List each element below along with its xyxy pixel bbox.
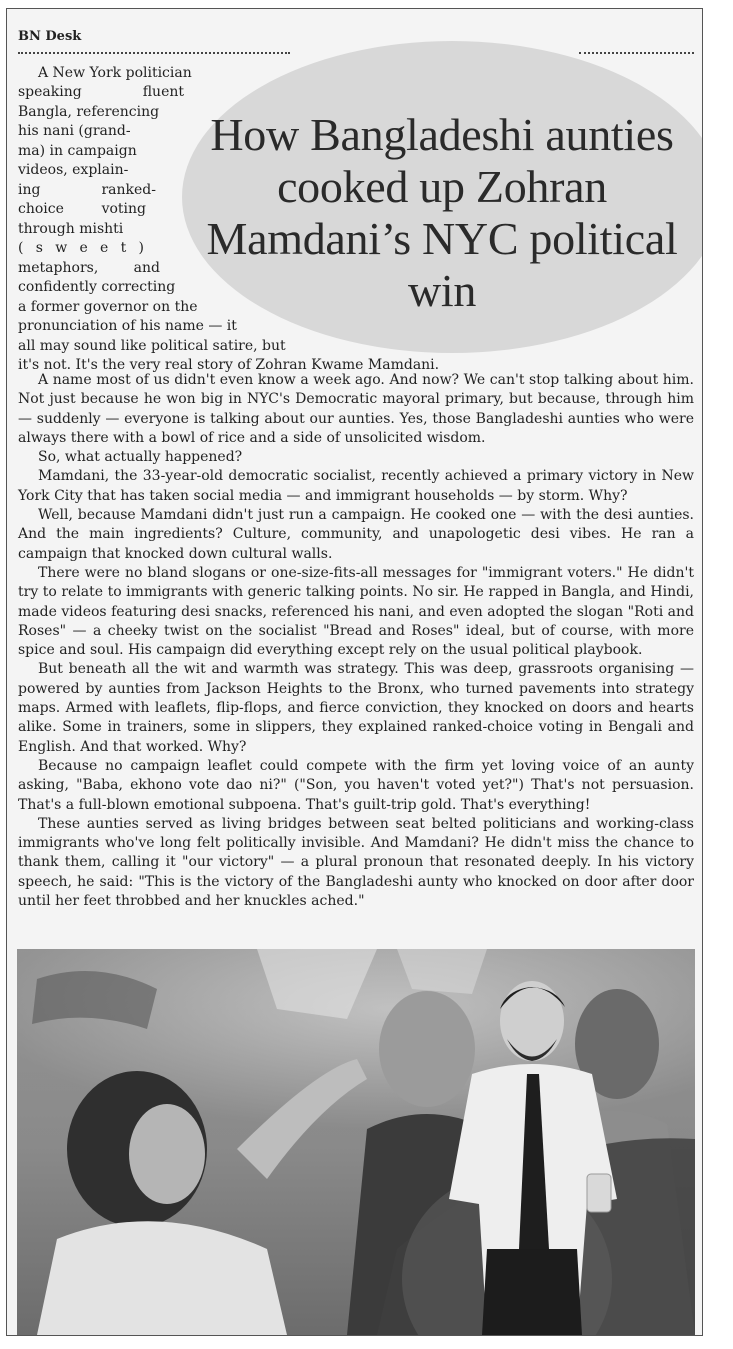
intro-line: speaking fluent: [18, 84, 184, 100]
photo-illustration: [17, 949, 695, 1335]
intro-line: Bangla, referencing: [18, 104, 160, 120]
intro-line: A New York politician: [38, 65, 192, 81]
intro-line: metaphors, and: [18, 260, 160, 276]
paragraph: These aunties served as living bridges between seat belted politicians and working-class immigrants who've long felt politically invisible. And Mamdani? He didn't miss the chance to thank them, calling it "our victory" — a plural pronoun that resonated deeply. In his victory speech, he said: "This is the victory of the Bangladeshi aunty who knocked on door after door until her feet throbbed and her knuckles ached.": [18, 815, 694, 910]
intro-line: pronunciation of his name — it: [18, 318, 237, 334]
paragraph: Because no campaign leaflet could compete with the firm yet loving voice of an aunty asking, "Baba, ekhono vote dao ni?" ("Son, you haven't voted yet?") That's not persuasion. That's a full-blown emotional subpoena. That's guilt-trip gold. That's everything!: [18, 757, 694, 813]
article-body: [18, 371, 694, 911]
newspaper-page: [6, 8, 703, 1336]
paragraph: So, what actually happened?: [38, 449, 243, 466]
intro-line: through mishti: [18, 221, 124, 237]
paragraph: But beneath all the wit and warmth was strategy. This was deep, grassroots organising — powered by aunties from Jackson Heights to the Bronx, who turned pavements into strategy maps. Armed with leaflets, flip-flops, and fierce conviction, they knocked on doors and hearts alike. Some in trainers, some in slippers, they explained ranked-choice voting in Bengali and English. And that worked. Why?: [18, 661, 694, 755]
intro-line: videos, explain-: [18, 162, 129, 178]
intro-line: ing ranked-: [18, 182, 156, 198]
intro-line: a former governor on the: [18, 299, 198, 315]
intro-line: ( s w e e t ): [18, 240, 144, 256]
article-photo: [17, 949, 695, 1335]
paragraph: Well, because Mamdani didn't just run a campaign. He cooked one — with the desi aunties. And the main ingredients? Culture, community, and unapologetic desi vibes. He ran a campaign that knocked down cultural walls.: [18, 507, 694, 562]
paragraph: There were no bland slogans or one-size-fits-all messages for "immigrant voters." He didn't try to relate to immigrants with generic talking points. No sir. He rapped in Bangla, and Hindi, made videos featuring desi snacks, referenced his nani, and even adopted the slogan "Roti and Roses" — a cheeky twist on the socialist "Bread and Roses" ideal, but of course, with more spice and soul. His campaign did everything except rely on the usual political playbook.: [18, 564, 694, 659]
paragraph: Mamdani, the 33-year-old democratic socialist, recently achieved a primary victory in New York City that has taken social media — and immigrant households — by storm. Why?: [18, 468, 694, 504]
intro-line: all may sound like political satire, but: [18, 338, 286, 354]
intro-line: ma) in campaign: [18, 143, 137, 159]
intro-line: choice voting: [18, 201, 146, 217]
paragraph: A name most of us didn't even know a week ago. And now? We can't stop talking about him. Not just because he won big in NYC's Democratic mayoral primary, but because, through him — suddenly — everyone is talking about our aunties. Yes, those Bangladeshi aunties who were always there with a bowl of rice and a side of unsolicited wisdom.: [18, 372, 694, 446]
headline-block: [182, 41, 702, 353]
intro-line: it's not. It's the very real story of Zohran Kwame Mamdani.: [18, 357, 440, 373]
headline: How Bangladeshi aunties cooked up Zohran Mamdani’s NYC political win: [206, 109, 678, 316]
intro-line: his nani (grand-: [18, 123, 131, 139]
byline: BN Desk: [18, 29, 82, 44]
intro-line: confidently correcting: [18, 279, 176, 295]
